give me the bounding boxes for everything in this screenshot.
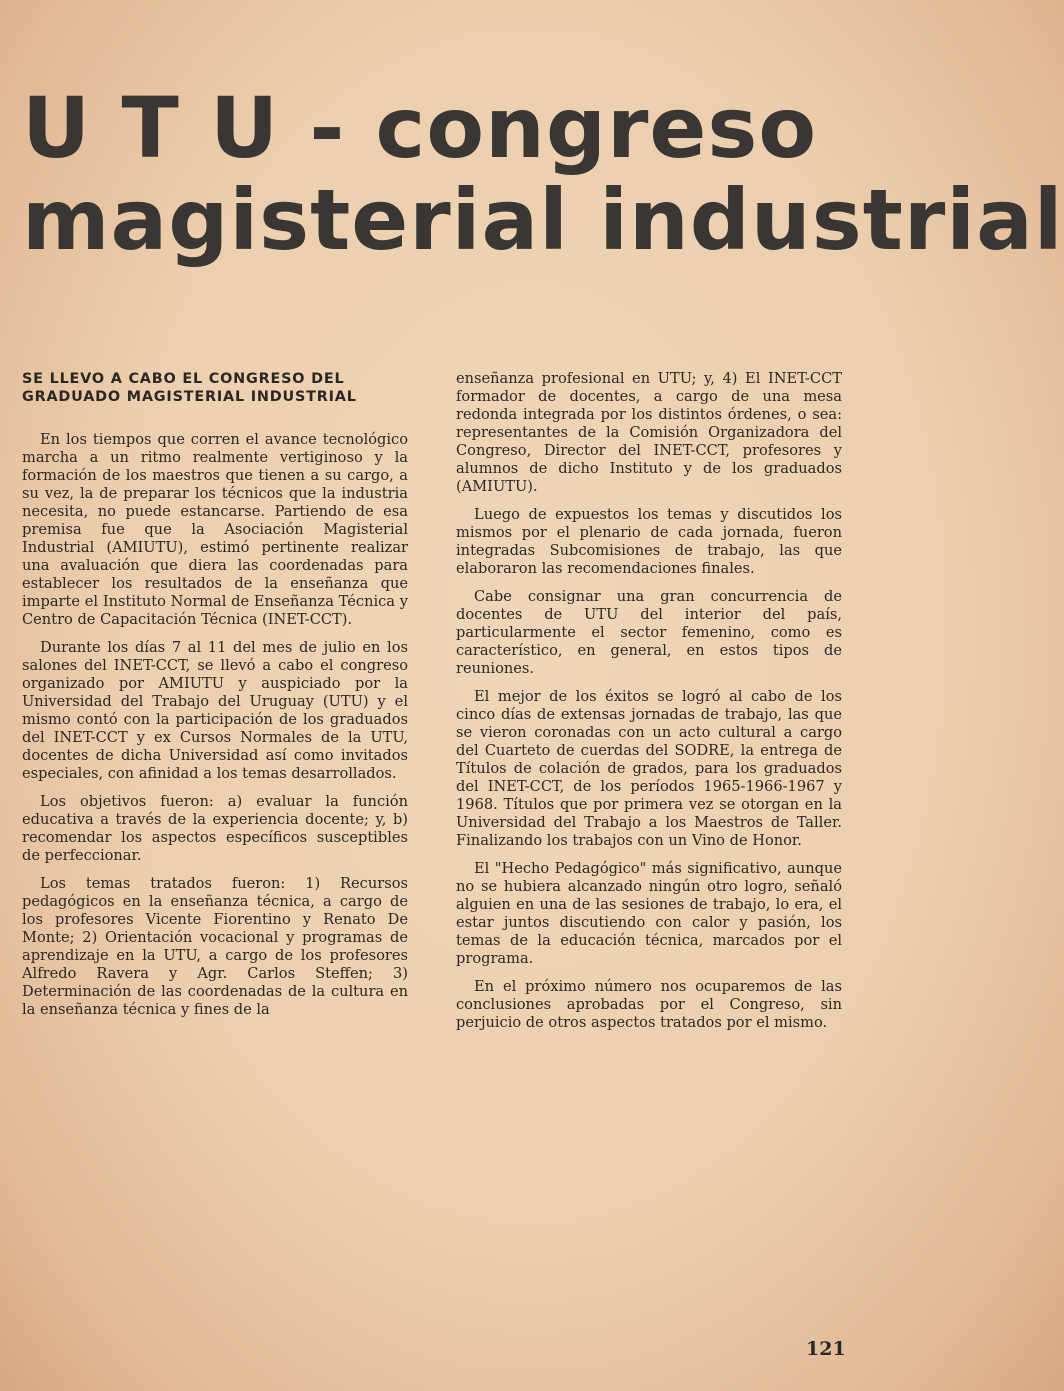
paragraph: El mejor de los éxitos se logró al cabo de los cinco días de extensas jornadas de trabajo, las que se vieron coronadas con un acto cultural a cargo del Cuarteto de cuerdas del SODRE, la entrega de Títulos de colación de grados, para los graduados del INET-CCT, de los períodos 1965-1966-1967 y 1968. Títulos que por primera vez se otorgan en la Universidad del Trabajo a los Maestros de Taller. Finalizando los trabajos con un Vino de Honor.: [456, 688, 842, 849]
paragraph: Los objetivos fueron: a) evaluar la función educativa a través de la experiencia docente; y, b) recomendar los aspectos específicos susceptibles de perfeccionar.: [22, 793, 408, 864]
paragraph: Cabe consignar una gran concurrencia de docentes de UTU del interior del país, particularmente el sector femenino, como es característico, en general, en estos tipos de reuniones.: [456, 588, 842, 677]
paragraph: Durante los días 7 al 11 del mes de julio en los salones del INET-CCT, se llevó a cabo el congreso organizado por AMIUTU y auspiciado por la Universidad del Trabajo del Uruguay (UTU) y el mismo contó con la participación de los graduados del INET-CCT y ex Cursos Normales de la UTU, docentes de dicha Universidad así como invitados especiales, con afinidad a los temas desarrollados.: [22, 639, 408, 782]
paragraph: Los temas tratados fueron: 1) Recursos pedagógicos en la enseñanza técnica, a cargo de los profesores Vicente Fiorentino y Renato De Monte; 2) Orientación vocacional y programas de aprendizaje en la UTU, a cargo de los profesores Alfredo Ravera y Agr. Carlos Steffen; 3) Determinación de las coordenadas de la cultura en la enseñanza técnica y fines de la: [22, 875, 408, 1018]
paragraph: Luego de expuestos los temas y discutidos los mismos por el plenario de cada jornada, fueron integradas Subcomisiones de trabajo, las que elaboraron las recomendaciones finales.: [456, 506, 842, 577]
paragraph: En los tiempos que corren el avance tecnológico marcha a un ritmo realmente vertiginoso y la formación de los maestros que tienen a su cargo, a su vez, la de preparar los técnicos que la industria necesita, no puede estancarse. Partiendo de esa premisa fue que la Asociación Magisterial Industrial (AMIUTU), estimó pertinente realizar una avaluación que diera las coordenadas para establecer los resultados de la enseñanza que imparte el Instituto Normal de Enseñanza Técnica y Centro de Capacitación Técnica (INET-CCT).: [22, 431, 408, 628]
title-line-2: magisterial industrial: [22, 171, 1064, 269]
paragraph-continuation: enseñanza profesional en UTU; y, 4) El INET-CCT formador de docentes, a cargo de una mesa redonda integrada por los distintos órdenes, o sea: representantes de la Comisión Organizadora del Congreso, Director del INET-CCT, profesores y alumnos de dicho Instituto y de los graduados (AMIUTU).: [456, 370, 842, 495]
paragraph: El "Hecho Pedagógico" más significativo, aunque no se hubiera alcanzado ningún otro logro, señaló alguien en una de las sesiones de trabajo, lo era, el estar juntos discutiendo con calor y pasión, los temas de la educación técnica, marcados por el programa.: [456, 860, 842, 967]
article-heading: SE LLEVO A CABO EL CONGRESO DEL GRADUADO MAGISTERIAL INDUSTRIAL: [22, 371, 357, 405]
left-column: [22, 370, 408, 1029]
page-number: 121: [806, 1338, 846, 1360]
right-column: [456, 370, 842, 1042]
title-line-1: U T U - congreso: [22, 79, 818, 177]
article-title: [22, 79, 1064, 269]
paragraph: En el próximo número nos ocuparemos de las conclusiones aprobadas por el Congreso, sin perjuicio de otros aspectos tratados por el mismo.: [456, 978, 842, 1031]
